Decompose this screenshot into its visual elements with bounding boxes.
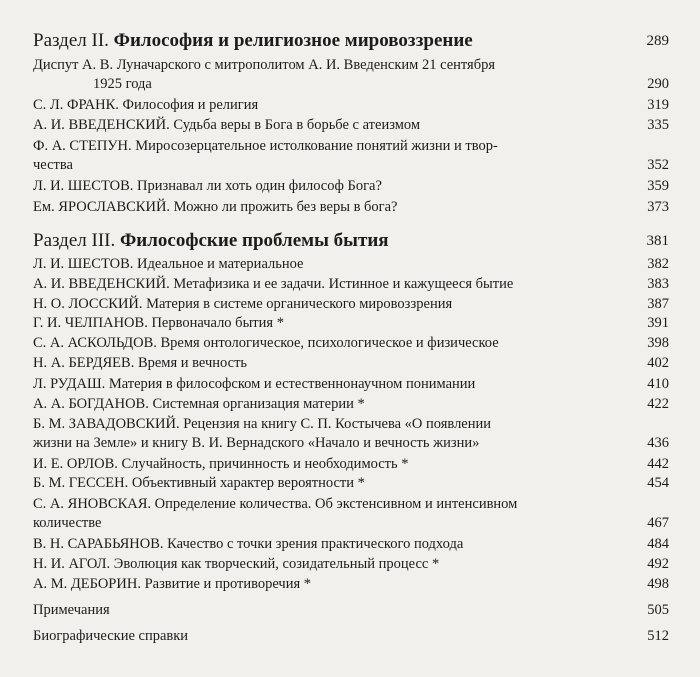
entry-title: А. А. БОГДАНОВ. Системная организация материи * — [33, 396, 365, 412]
entry-title: Диспут А. В. Луначарского с митрополитом А. И. Введенским 21 сентября — [33, 57, 495, 73]
entry-title-cont: чества — [33, 157, 73, 173]
entry-title: В. Н. САРАБЬЯНОВ. Качество с точки зрения практического подхода — [33, 536, 464, 552]
entry-title: Н. И. АГОЛ. Эволюция как творческий, созидательный процесс * — [33, 556, 440, 572]
page-number: 467 — [647, 515, 669, 531]
page-number: 319 — [647, 97, 669, 113]
entry-title: Г. И. ЧЕЛПАНОВ. Первоначало бытия * — [33, 315, 284, 331]
page-number: 512 — [647, 628, 669, 644]
section-title: Философские проблемы бытия — [119, 230, 389, 251]
entry-title: Ф. А. СТЕПУН. Миросозерцательное истолкование понятий жизни и твор- — [33, 138, 498, 154]
page-number: 454 — [647, 475, 669, 491]
page-number: 398 — [647, 335, 669, 351]
entry-title: Примечания — [33, 602, 110, 618]
page-number: 484 — [647, 536, 669, 552]
section-title: Философия и религиозное мировоззрение — [113, 30, 473, 51]
page-number: 492 — [647, 556, 669, 572]
page-number: 382 — [647, 256, 669, 272]
page-number: 352 — [647, 157, 669, 173]
entry-title: Н. А. БЕРДЯЕВ. Время и вечность — [33, 355, 248, 371]
entry-title-cont: 1925 года — [93, 76, 152, 92]
entry-title: С. А. ЯНОВСКАЯ. Определение количества. Об экстенсивном и интенсивном — [33, 496, 518, 512]
page-number: 422 — [647, 396, 669, 412]
entry-title: Л. И. ШЕСТОВ. Признавал ли хоть один философ Бога? — [33, 178, 382, 194]
entry-title: С. А. АСКОЛЬДОВ. Время онтологическое, психологическое и физическое — [33, 335, 499, 351]
page-number: 383 — [647, 276, 669, 292]
entry-title: А. И. ВВЕДЕНСКИЙ. Метафизика и ее задачи. Истинное и кажущееся бытие — [33, 276, 514, 292]
page-number: 387 — [647, 296, 669, 312]
page-number: 381 — [646, 233, 669, 249]
page-number: 359 — [647, 178, 669, 194]
entry-title-cont: жизни на Земле» и книгу В. И. Вернадского «Начало и вечность жизни» — [33, 435, 480, 451]
entry-title: Л. И. ШЕСТОВ. Идеальное и материальное — [33, 256, 304, 272]
entry-title: Биографические справки — [33, 628, 189, 644]
page-number: 402 — [647, 355, 669, 371]
page-number: 335 — [647, 117, 669, 133]
entry-title: Б. М. ЗАВАДОВСКИЙ. Рецензия на книгу С. П. Костычева «О появлении — [33, 416, 492, 432]
entry-title: А. И. ВВЕДЕНСКИЙ. Судьба веры в Бога в борьбе с атеизмом — [33, 117, 421, 133]
page-number: 290 — [647, 76, 669, 92]
page-number: 410 — [647, 376, 669, 392]
entry-title: И. Е. ОРЛОВ. Случайность, причинность и необходимость * — [33, 456, 409, 472]
entry-title: Ем. ЯРОСЛАВСКИЙ. Можно ли прожить без веры в бога? — [33, 199, 398, 215]
page-number: 373 — [647, 199, 669, 215]
page-number: 442 — [647, 456, 669, 472]
entry-title: С. Л. ФРАНК. Философия и религия — [33, 97, 259, 113]
entry-title: Н. О. ЛОССКИЙ. Материя в системе органического мировоззрения — [33, 296, 453, 312]
page-number: 391 — [647, 315, 669, 331]
page-number: 505 — [647, 602, 669, 618]
entry-title: Б. М. ГЕССЕН. Объективный характер вероятности * — [33, 475, 365, 491]
entry-title-cont: количестве — [33, 515, 102, 531]
section-prefix: Раздел III. — [33, 230, 116, 251]
page-number: 436 — [647, 435, 669, 451]
section-prefix: Раздел II. — [33, 30, 109, 51]
entry-title: Л. РУДАШ. Материя в философском и естественнонаучном понимании — [33, 376, 476, 392]
page-number: 289 — [646, 33, 669, 49]
entry-title: А. М. ДЕБОРИН. Развитие и противоречия * — [33, 576, 312, 592]
page-number: 498 — [647, 576, 669, 592]
